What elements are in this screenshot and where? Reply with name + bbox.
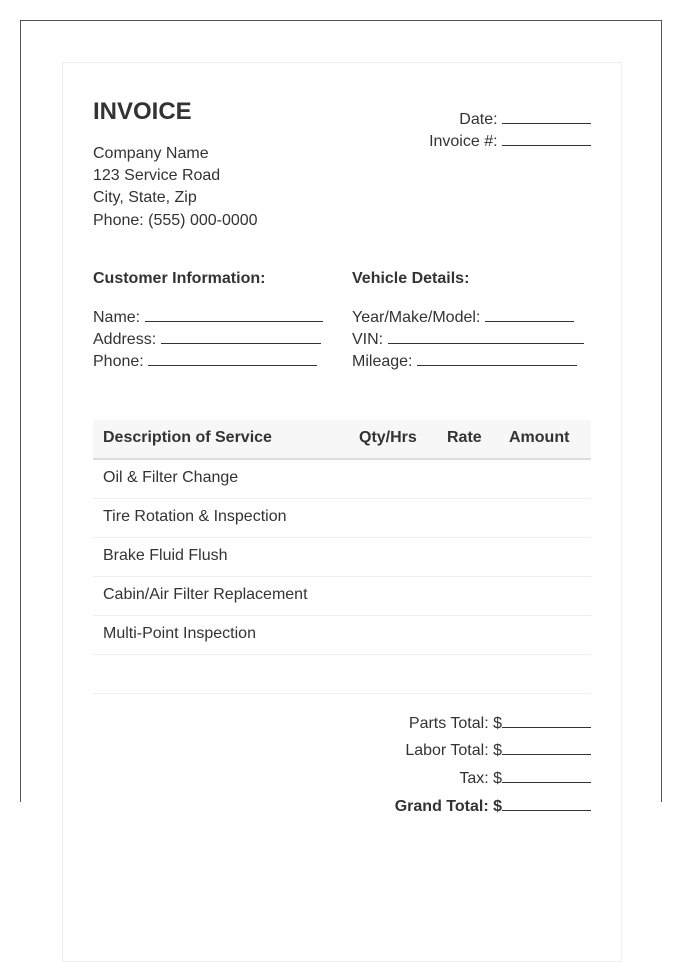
tax-blank <box>502 769 591 783</box>
customer-address-blank <box>161 330 321 344</box>
document-viewport <box>20 20 662 815</box>
vehicle-mileage-label: Mileage: <box>352 353 413 370</box>
labor-total-field <box>291 741 591 760</box>
company-address: 123 Service Road <box>93 167 221 184</box>
table-row <box>93 577 591 616</box>
vehicle-vin-label: VIN: <box>352 331 384 348</box>
customer-address-label: Address: <box>93 331 157 348</box>
customer-name-field <box>93 307 323 329</box>
vehicle-ymm-field <box>352 307 574 329</box>
vehicle-vin-blank <box>388 330 584 344</box>
date-label: Date: <box>459 111 498 128</box>
parts-total-blank <box>502 714 591 728</box>
table-row <box>93 499 591 538</box>
tax-label: Tax: $ <box>459 770 502 787</box>
vehicle-ymm-blank <box>485 308 574 322</box>
company-phone: Phone: (555) 000-0000 <box>93 212 258 229</box>
parts-total-field <box>291 714 591 733</box>
company-city: City, State, Zip <box>93 189 197 206</box>
date-blank <box>502 110 591 124</box>
grand-total-blank <box>502 797 591 811</box>
table-header <box>93 420 591 460</box>
row-description: Brake Fluid Flush <box>103 547 228 564</box>
customer-heading: Customer Information: <box>93 270 266 287</box>
row-description: Oil & Filter Change <box>103 469 239 486</box>
header-qty: Qty/Hrs <box>359 429 417 446</box>
date-field <box>459 109 591 131</box>
row-description: Tire Rotation & Inspection <box>103 508 287 525</box>
vehicle-heading: Vehicle Details: <box>352 270 470 287</box>
invoice-title: INVOICE <box>93 98 192 125</box>
invoice-number-blank <box>502 132 591 146</box>
table-row-empty <box>93 655 591 694</box>
header-description: Description of Service <box>103 429 272 446</box>
invoice-sheet <box>62 62 622 962</box>
customer-phone-blank <box>148 352 317 366</box>
customer-name-label: Name: <box>93 309 141 326</box>
customer-address-field <box>93 329 321 351</box>
labor-total-label: Labor Total: $ <box>405 742 502 759</box>
customer-phone-field <box>93 351 317 373</box>
table-row <box>93 538 591 577</box>
parts-total-label: Parts Total: $ <box>408 715 502 732</box>
vehicle-ymm-label: Year/Make/Model: <box>352 309 481 326</box>
customer-phone-label: Phone: <box>93 353 144 370</box>
vehicle-mileage-blank <box>417 352 577 366</box>
table-row <box>93 616 591 655</box>
tax-field <box>291 769 591 788</box>
header-amount: Amount <box>509 429 570 446</box>
invoice-number-label: Invoice #: <box>429 133 498 150</box>
vehicle-mileage-field <box>352 351 577 373</box>
grand-total-label: Grand Total: $ <box>394 798 502 815</box>
header-rate: Rate <box>447 429 482 446</box>
customer-name-blank <box>145 308 323 322</box>
invoice-number-field <box>429 131 591 153</box>
row-description: Cabin/Air Filter Replacement <box>103 586 308 603</box>
grand-total-field <box>291 797 591 816</box>
services-table <box>93 420 591 694</box>
vehicle-vin-field <box>352 329 584 351</box>
table-row <box>93 460 591 499</box>
labor-total-blank <box>502 741 591 755</box>
company-name: Company Name <box>93 145 209 162</box>
row-description: Multi-Point Inspection <box>103 625 256 642</box>
